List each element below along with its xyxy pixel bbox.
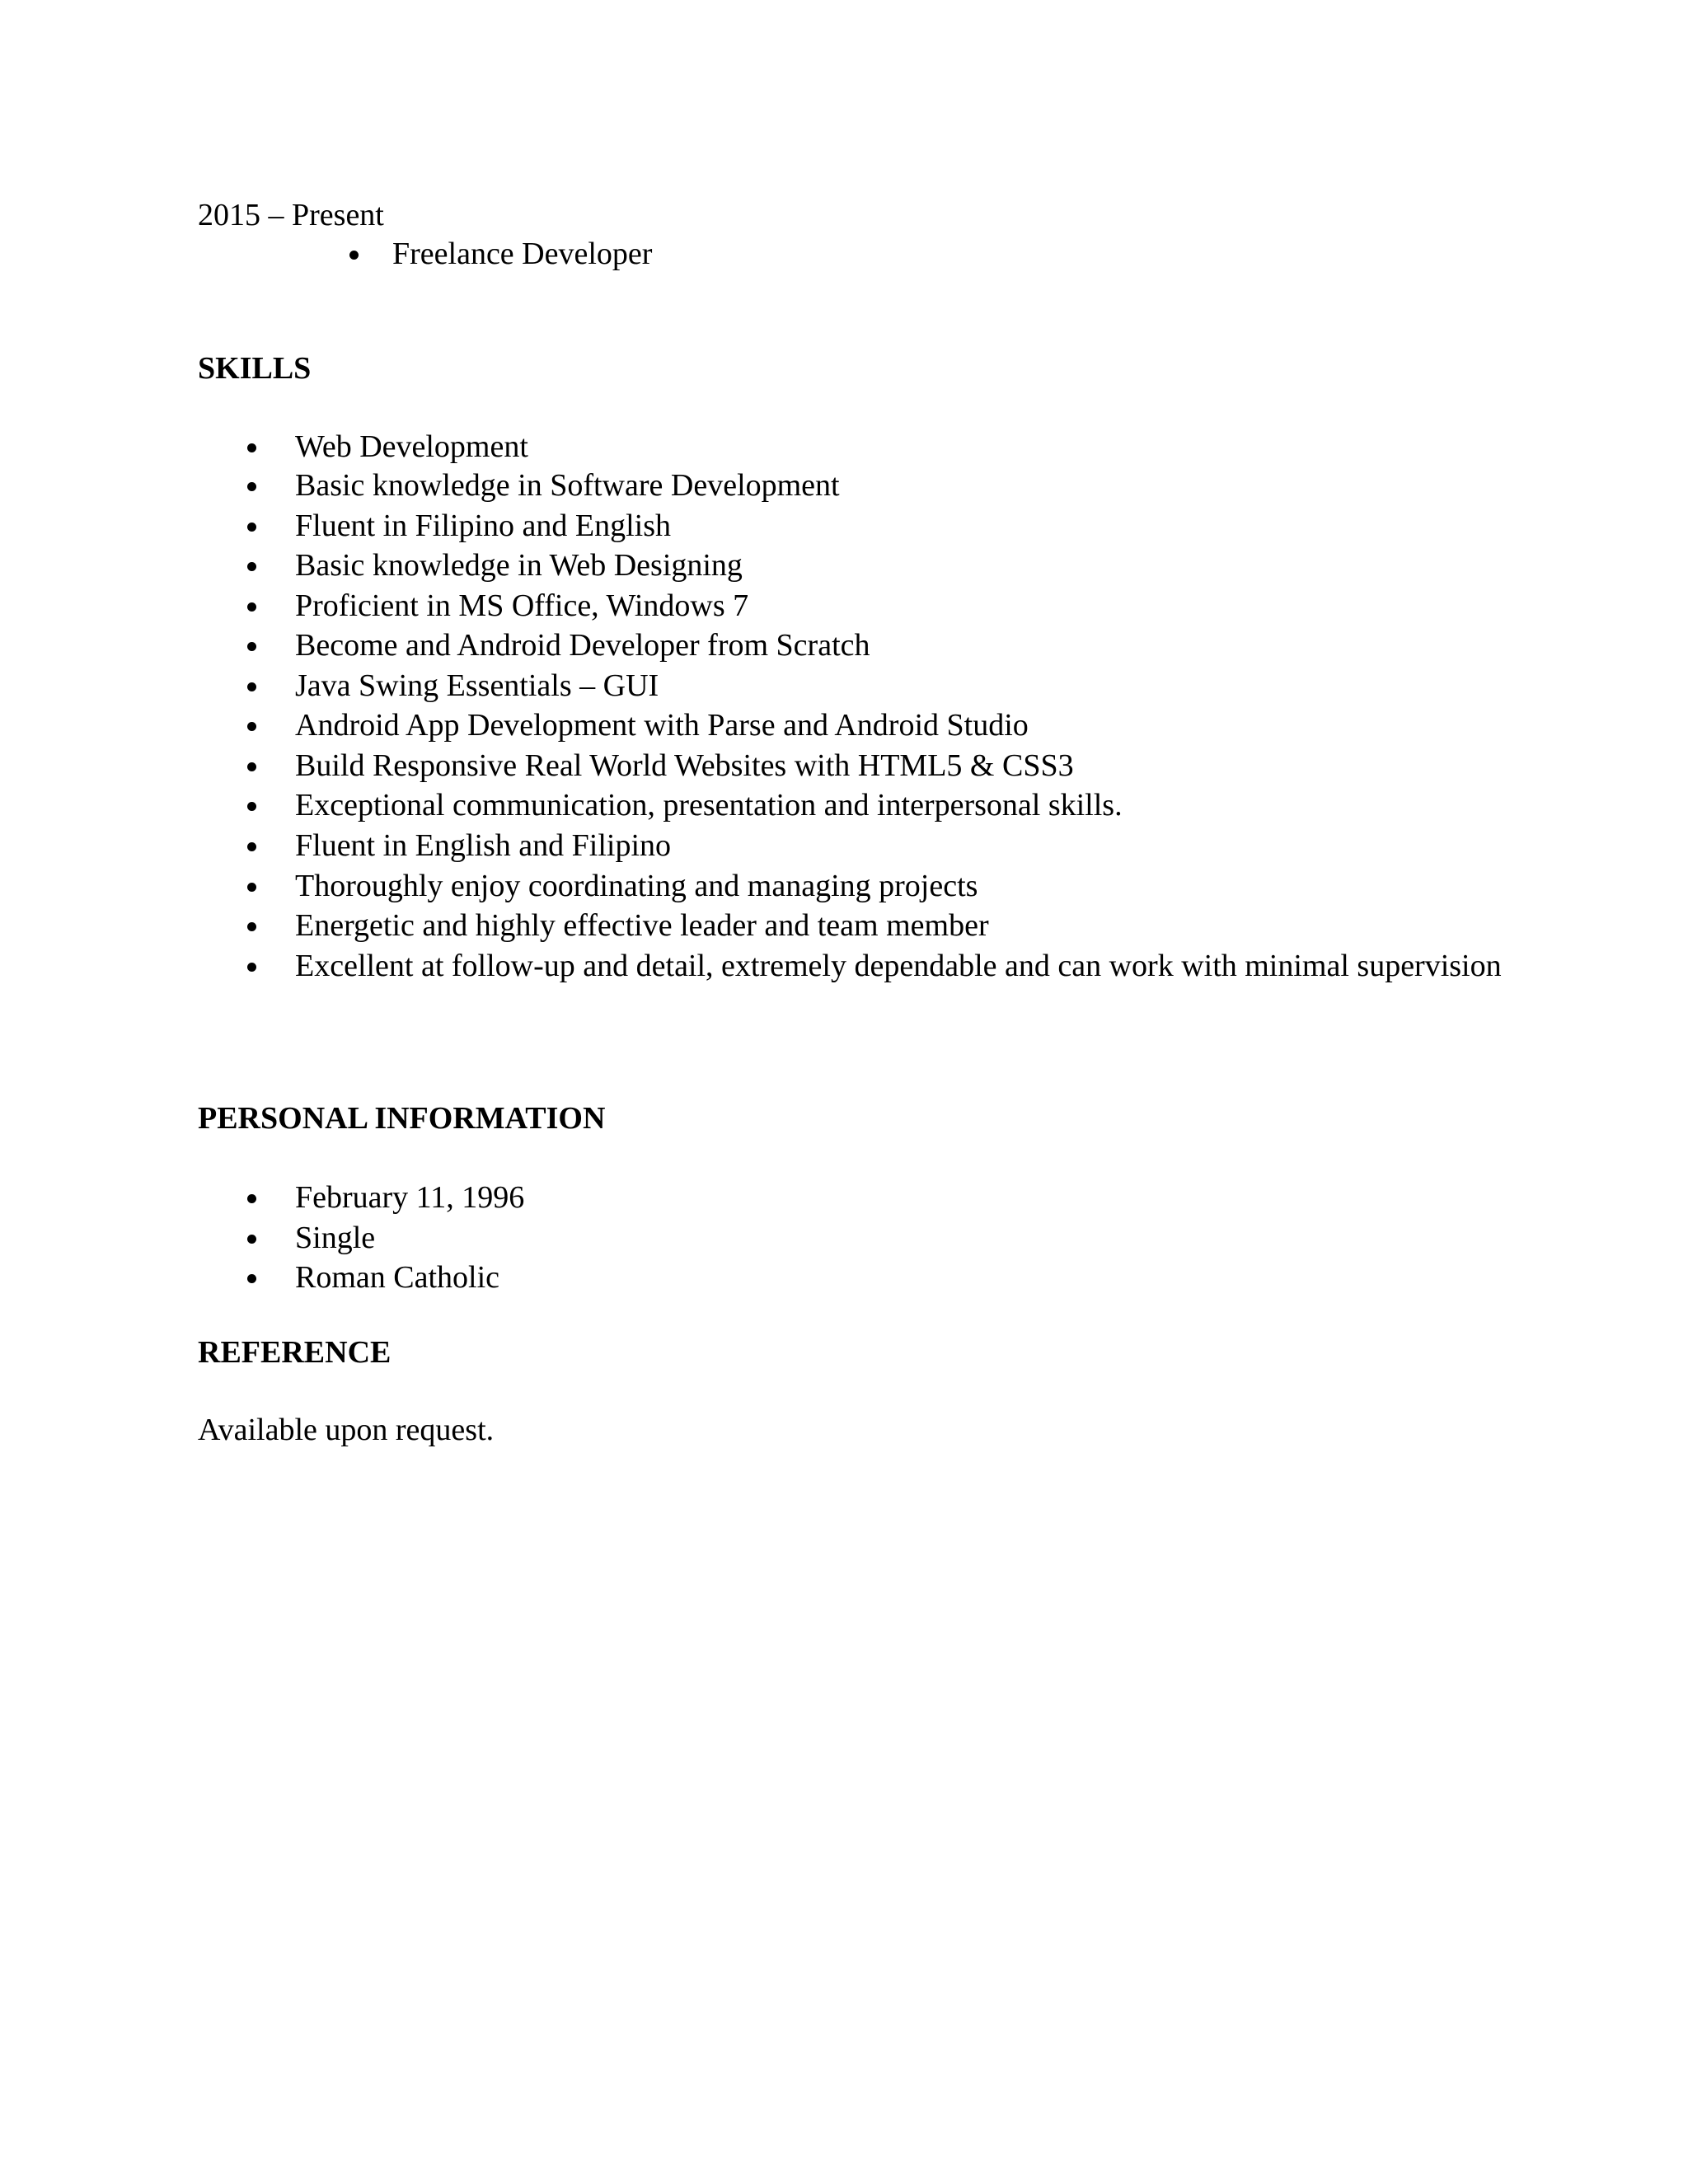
skill-text: Become and Android Developer from Scratch	[295, 628, 870, 663]
bullet-icon	[247, 762, 256, 771]
bullet-icon	[247, 1235, 256, 1244]
skill-item	[0, 626, 1688, 667]
personal-info-item	[0, 1219, 1688, 1259]
bullet-icon	[247, 642, 256, 651]
skill-text: Build Responsive Real World Websites with HTML5 & CSS3	[295, 748, 1074, 783]
bullet-icon	[247, 1194, 256, 1203]
religion: Roman Catholic	[295, 1260, 500, 1295]
civil-status: Single	[295, 1221, 376, 1255]
skill-text: Energetic and highly effective leader and team member	[295, 908, 989, 943]
personal-info-item	[0, 1179, 1688, 1219]
bullet-icon	[247, 682, 256, 691]
reference-heading: REFERENCE	[198, 1335, 392, 1370]
bullet-icon	[247, 1274, 256, 1283]
skill-text: Exceptional communication, presentation and interpersonal skills.	[295, 788, 1123, 823]
skill-item	[0, 747, 1688, 787]
personal-info-item	[0, 1258, 1688, 1299]
skill-item	[0, 947, 1688, 1026]
bullet-icon	[247, 963, 256, 972]
skill-text: Proficient in MS Office, Windows 7	[295, 588, 749, 623]
skill-text: Excellent at follow-up and detail, extremely dependable and can work with minimal supervision	[295, 949, 1502, 983]
skills-heading: SKILLS	[198, 351, 312, 386]
skill-item	[0, 786, 1688, 827]
skill-item	[0, 587, 1688, 627]
skill-text: Basic knowledge in Web Designing	[295, 548, 743, 583]
skill-text: Basic knowledge in Software Development	[295, 468, 840, 503]
bullet-icon	[247, 802, 256, 811]
skill-item	[0, 546, 1688, 587]
experience-role: Freelance Developer	[392, 237, 653, 271]
skill-item	[0, 667, 1688, 707]
skill-text: Java Swing Essentials – GUI	[295, 668, 659, 703]
bullet-icon	[247, 562, 256, 571]
skill-item	[0, 907, 1688, 947]
skill-item	[0, 466, 1688, 507]
skill-item	[0, 507, 1688, 547]
bullet-icon	[247, 602, 256, 612]
personal-information-heading: PERSONAL INFORMATION	[198, 1101, 606, 1136]
skill-text: Web Development	[295, 429, 528, 464]
skill-item	[0, 867, 1688, 907]
skill-item	[0, 706, 1688, 747]
reference-text: Available upon request.	[198, 1413, 495, 1447]
bullet-icon	[247, 842, 256, 851]
skill-text: Fluent in English and Filipino	[295, 828, 672, 863]
bullet-icon	[247, 883, 256, 892]
bullet-icon	[349, 251, 359, 260]
skill-text: Android App Development with Parse and Android Studio	[295, 708, 1029, 743]
experience-role-item	[0, 235, 1688, 275]
birth-date: February 11, 1996	[295, 1180, 525, 1215]
bullet-icon	[247, 443, 256, 452]
skill-text: Fluent in Filipino and English	[295, 509, 672, 543]
bullet-icon	[247, 922, 256, 931]
skill-text: Thoroughly enjoy coordinating and managing projects	[295, 869, 978, 903]
skill-item	[0, 827, 1688, 867]
experience-period: 2015 – Present	[198, 198, 384, 232]
bullet-icon	[247, 482, 256, 491]
bullet-icon	[247, 523, 256, 532]
bullet-icon	[247, 722, 256, 731]
skill-item	[0, 428, 1688, 468]
